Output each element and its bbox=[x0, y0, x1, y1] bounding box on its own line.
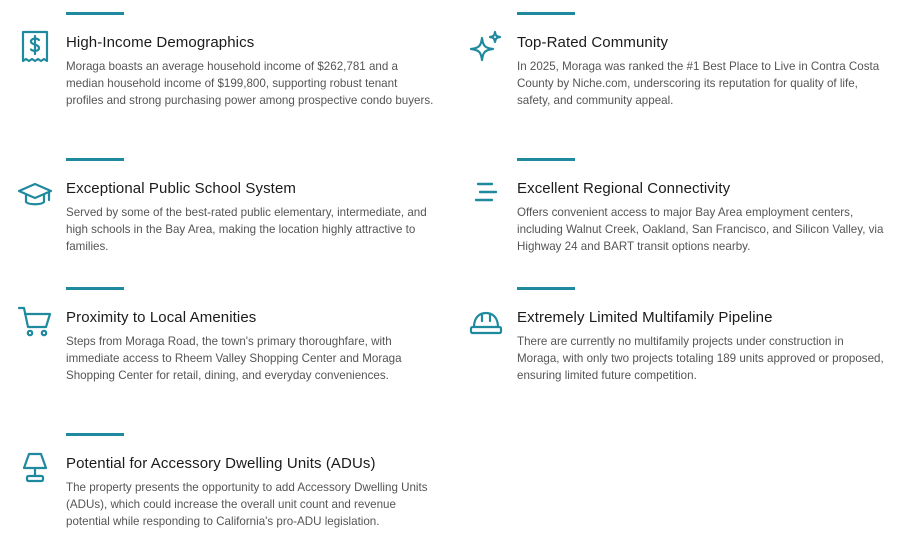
accent-rule bbox=[66, 287, 124, 290]
connectivity-lines-icon bbox=[469, 176, 503, 210]
accent-rule bbox=[517, 158, 575, 161]
feature-title: Proximity to Local Amenities bbox=[66, 309, 257, 326]
feature-title: High-Income Demographics bbox=[66, 34, 255, 51]
hard-hat-icon bbox=[469, 305, 503, 339]
feature-title: Top-Rated Community bbox=[517, 34, 669, 51]
dollar-receipt-icon bbox=[18, 30, 52, 64]
accent-rule bbox=[66, 12, 124, 15]
feature-description: Steps from Moraga Road, the town's primary thoroughfare, with immediate access to Rheem Valley Shopping Center and Moraga Shopping Center for retail, dining, and everyday conveniences. bbox=[66, 335, 402, 382]
accent-rule bbox=[66, 158, 124, 161]
graduation-cap-icon bbox=[18, 176, 52, 210]
feature-description: There are currently no multifamily projects under construction in Moraga, with only two projects totaling 189 units approved or proposed, ensuring limited future competition. bbox=[517, 335, 884, 382]
feature-description: Offers convenient access to major Bay Area employment centers, including Walnut Creek, Oakland, San Francisco, and Silicon Valley, via Highway 24 and BART transit options nearby. bbox=[517, 206, 884, 253]
feature-description: In 2025, Moraga was ranked the #1 Best Place to Live in Contra Costa County by Niche.com, underscoring its reputation for quality of life, safety, and community appeal. bbox=[517, 60, 880, 107]
feature-description: The property presents the opportunity to add Accessory Dwelling Units (ADUs), which could increase the overall unit count and revenue potential while responding to California's pro-ADU legislation. bbox=[66, 481, 428, 528]
feature-title: Excellent Regional Connectivity bbox=[517, 180, 731, 197]
accent-rule bbox=[517, 287, 575, 290]
sparkle-icon bbox=[469, 30, 503, 64]
accent-rule bbox=[517, 12, 575, 15]
feature-title: Exceptional Public School System bbox=[66, 180, 296, 197]
accent-rule bbox=[66, 433, 124, 436]
feature-description: Moraga boasts an average household income of $262,781 and a median household income of $199,800, supporting robust tenant profiles and strong purchasing power among prospective condo buyers. bbox=[66, 60, 434, 107]
feature-title: Extremely Limited Multifamily Pipeline bbox=[517, 309, 773, 326]
feature-title: Potential for Accessory Dwelling Units (ADUs) bbox=[66, 455, 376, 472]
shopping-cart-icon bbox=[18, 305, 52, 339]
lamp-icon bbox=[18, 451, 52, 485]
feature-description: Served by some of the best-rated public elementary, intermediate, and high schools in the Bay Area, making the location highly attractive to families. bbox=[66, 206, 427, 253]
